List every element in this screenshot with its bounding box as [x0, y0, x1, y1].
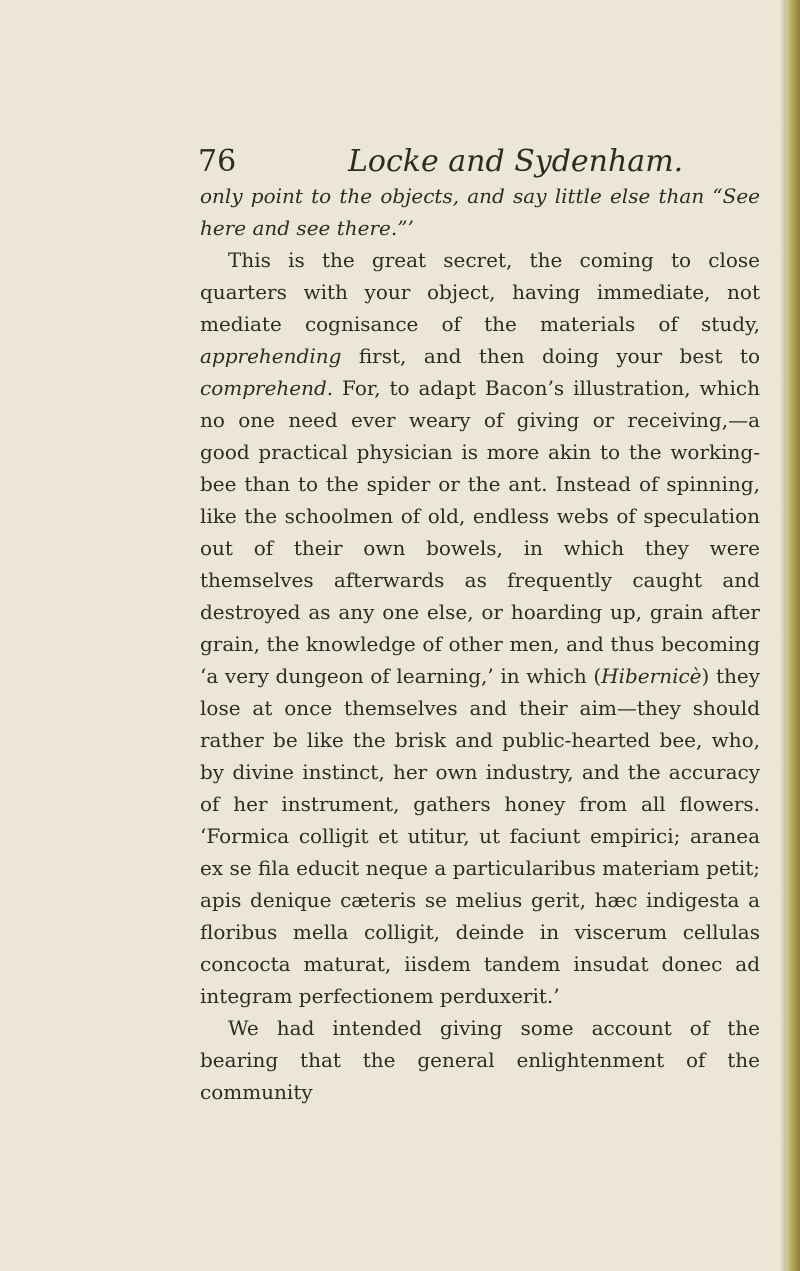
gilt-page-edge [786, 0, 800, 1271]
paragraph-1-text-c: For, to adapt Bacon’s illustration, which no one need ever weary of giving or receiving,—a good practical physician is more akin to the working-bee than to the spider or the ant. Instead of spinning, like the schoolmen of old, endless webs of speculation out of their own bowels, in which they were themselves afterwards as frequently caught and destroyed as any one else, or hoarding up, grain after grain, the knowledge of other men, and thus becoming ‘a very dungeon of learning,’ in which ( [200, 376, 760, 688]
paragraph-1-text-d: ) they lose at once themselves and their aim—they should rather be like the brisk and public-hearted bee, who, by divine instinct, her own industry, and the accuracy of her instrument, gathers honey from all flowers. ‘Formica colligit et utitur, ut faciunt empirici; aranea ex se fila educit neque a particularibus materiam petit; apis denique cæteris se melius gerit, hæc indigesta a floribus mella colligit, deinde in viscerum cellulas concocta maturat, iisdem tandem insudat donec ad integram perfectionem perduxerit.’ [200, 664, 760, 1008]
page-number: 76 [198, 144, 237, 179]
body-text [200, 180, 760, 1108]
paragraph-1-text-b: first, and then doing your best to [341, 344, 760, 368]
paragraph-1-italic-apprehending: apprehending [200, 344, 342, 368]
paragraph-1 [200, 244, 760, 1012]
paragraph-2-text: We had intended giving some account of the bearing that the general enlightenment of the community [200, 1016, 760, 1104]
paragraph-2 [200, 1012, 760, 1108]
paragraph-1-text-a: This is the great secret, the coming to close quarters with your object, having immediate, not mediate cognisance of the materials of study, [200, 248, 760, 336]
paragraph-1-italic-comprehend: comprehend. [200, 376, 334, 400]
running-title: Locke and Sydenham. [348, 144, 684, 179]
opening-fragment [200, 180, 760, 244]
opening-fragment-text: only point to the objects, and say little else than “See here and see there.”’ [200, 184, 760, 240]
paragraph-1-italic-hibernice: Hibernicè [601, 664, 702, 688]
